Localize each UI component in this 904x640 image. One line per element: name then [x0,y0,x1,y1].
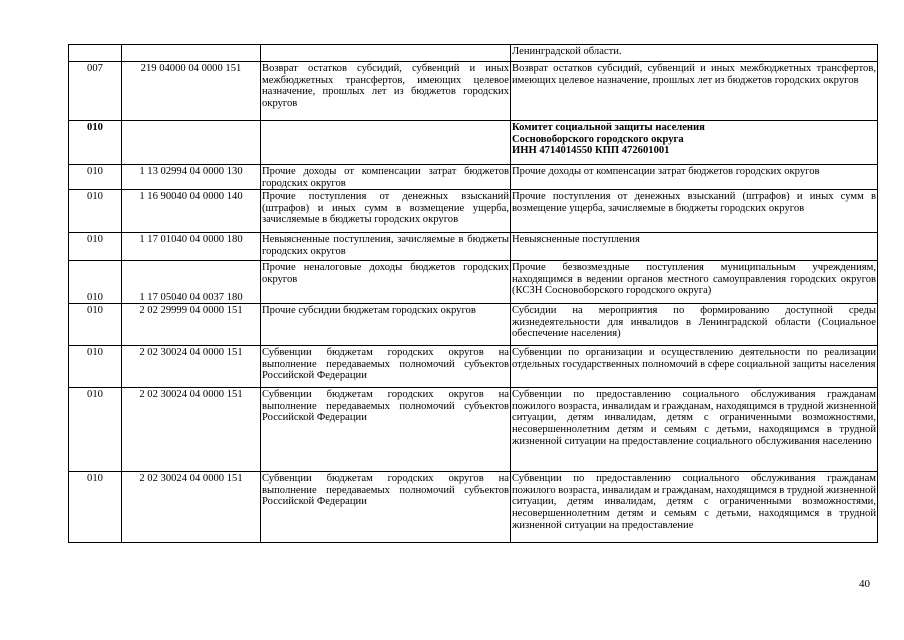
admin-code-cell: 010 [69,346,122,388]
table-row [69,472,878,543]
kbk-code-cell: 2 02 30024 04 0000 151 [122,346,261,388]
revenue-description-cell: Субвенции по организации и осуществлению деятельности по реализации отдельных государственных полномочий в сфере социальной защиты населения [511,346,878,388]
admin-code-cell: 010 [69,388,122,472]
table-row [69,121,878,165]
revenue-name-cell: Субвенции бюджетам городских округов на выполнение передаваемых полномочий субъектов Российской Федерации [261,388,511,472]
revenue-name-cell: Субвенции бюджетам городских округов на выполнение передаваемых полномочий субъектов Российской Федерации [261,346,511,388]
revenue-name-cell [261,121,511,165]
admin-code-cell: 010 [69,261,122,304]
page-number: 40 [859,578,870,590]
admin-code-cell: 010 [69,304,122,346]
revenue-name-cell: Возврат остатков субсидий, субвенций и иных межбюджетных трансфертов, имеющих целевое назначение, прошлых лет из бюджетов городских округов [261,62,511,121]
table-row [69,62,878,121]
admin-code-cell: 010 [69,190,122,233]
kbk-code-cell: 1 17 05040 04 0037 180 [122,261,261,304]
revenue-description-cell: Возврат остатков субсидий, субвенций и иных межбюджетных трансфертов, имеющих целевое назначение, прошлых лет из бюджетов городских округов [511,62,878,121]
admin-code-cell: 010 [69,472,122,543]
admin-code-cell: 010 [69,121,122,165]
revenue-description-cell: Субвенции по предоставлению социального обслуживания гражданам пожилого возраста, инвалидам и гражданам, находящимся в трудной жизненной ситуации, детям инвалидам, детям с ограниченными возможностями, несовершеннолетним детям и семьям с детьми, находящимся в трудной жизненной ситуации на предоставление [511,472,878,543]
admin-code-cell: 010 [69,233,122,261]
committee-district: Сосновоборского городского округа [512,133,684,145]
table-row [69,261,878,304]
committee-name: Комитет социальной защиты населения [512,122,705,133]
revenue-description-cell: Прочие безвозмездные поступления муниципальным учреждениям, находящимся в ведении органов местного самоуправления городских округов (КСЗН Сосновоборского городского округа) [511,261,878,304]
revenue-name-cell: Прочие неналоговые доходы бюджетов городских округов [261,261,511,304]
committee-header-cell [511,121,878,165]
committee-tax-ids: ИНН 4714014550 КПП 472601001 [512,145,670,157]
kbk-code-cell: 2 02 29999 04 0000 151 [122,304,261,346]
admin-code-cell: 010 [69,165,122,190]
table-row [69,45,878,62]
revenue-description-cell: Невыясненные поступления [511,233,878,261]
table-row [69,388,878,472]
revenue-description-cell: Прочие поступления от денежных взысканий (штрафов) и иных сумм в возмещение ущерба, зачисляемые в бюджеты городских округов [511,190,878,233]
revenue-name-cell: Невыясненные поступления, зачисляемые в бюджеты городских округов [261,233,511,261]
table-row [69,165,878,190]
kbk-code-cell [122,121,261,165]
revenue-description-cell: Прочие доходы от компенсации затрат бюджетов городских округов [511,165,878,190]
table-row [69,304,878,346]
admin-code-cell: 007 [69,62,122,121]
kbk-code-cell: 2 02 30024 04 0000 151 [122,472,261,543]
table-row [69,233,878,261]
kbk-code-cell: 1 17 01040 04 0000 180 [122,233,261,261]
kbk-code-cell [122,45,261,62]
revenue-name-cell [261,45,511,62]
revenue-name-cell: Прочие субсидии бюджетам городских округов [261,304,511,346]
kbk-code-cell: 1 16 90040 04 0000 140 [122,190,261,233]
revenue-description-cell: Субсидии на мероприятия по формированию доступной среды жизнедеятельности для инвалидов в Ленинградской области (Социальное обеспечение населения) [511,304,878,346]
table-row [69,190,878,233]
revenue-description-cell: Ленинградской области. [511,45,878,62]
revenue-name-cell: Субвенции бюджетам городских округов на выполнение передаваемых полномочий субъектов Российской Федерации [261,472,511,543]
kbk-code-cell: 2 02 30024 04 0000 151 [122,388,261,472]
revenue-name-cell: Прочие поступления от денежных взысканий (штрафов) и иных сумм в возмещение ущерба, зачисляемые в бюджеты городских округов [261,190,511,233]
revenue-name-cell: Прочие доходы от компенсации затрат бюджетов городских округов [262,166,509,189]
kbk-code-cell: 219 04000 04 0000 151 [122,62,261,121]
admin-code-cell [69,45,122,62]
kbk-code-cell: 1 13 02994 04 0000 130 [122,165,261,190]
table-row [69,346,878,388]
revenue-code-table [68,44,878,543]
revenue-description-cell: Субвенции по предоставлению социального обслуживания гражданам пожилого возраста, инвалидам и гражданам, находящимся в трудной жизненной ситуации, детям инвалидам, детям с ограниченными возможностями, несовершеннолетним детям и семьям с детьми, находящимся в трудной жизненной ситуации на предоставление социального обслуживания населению [511,388,878,472]
